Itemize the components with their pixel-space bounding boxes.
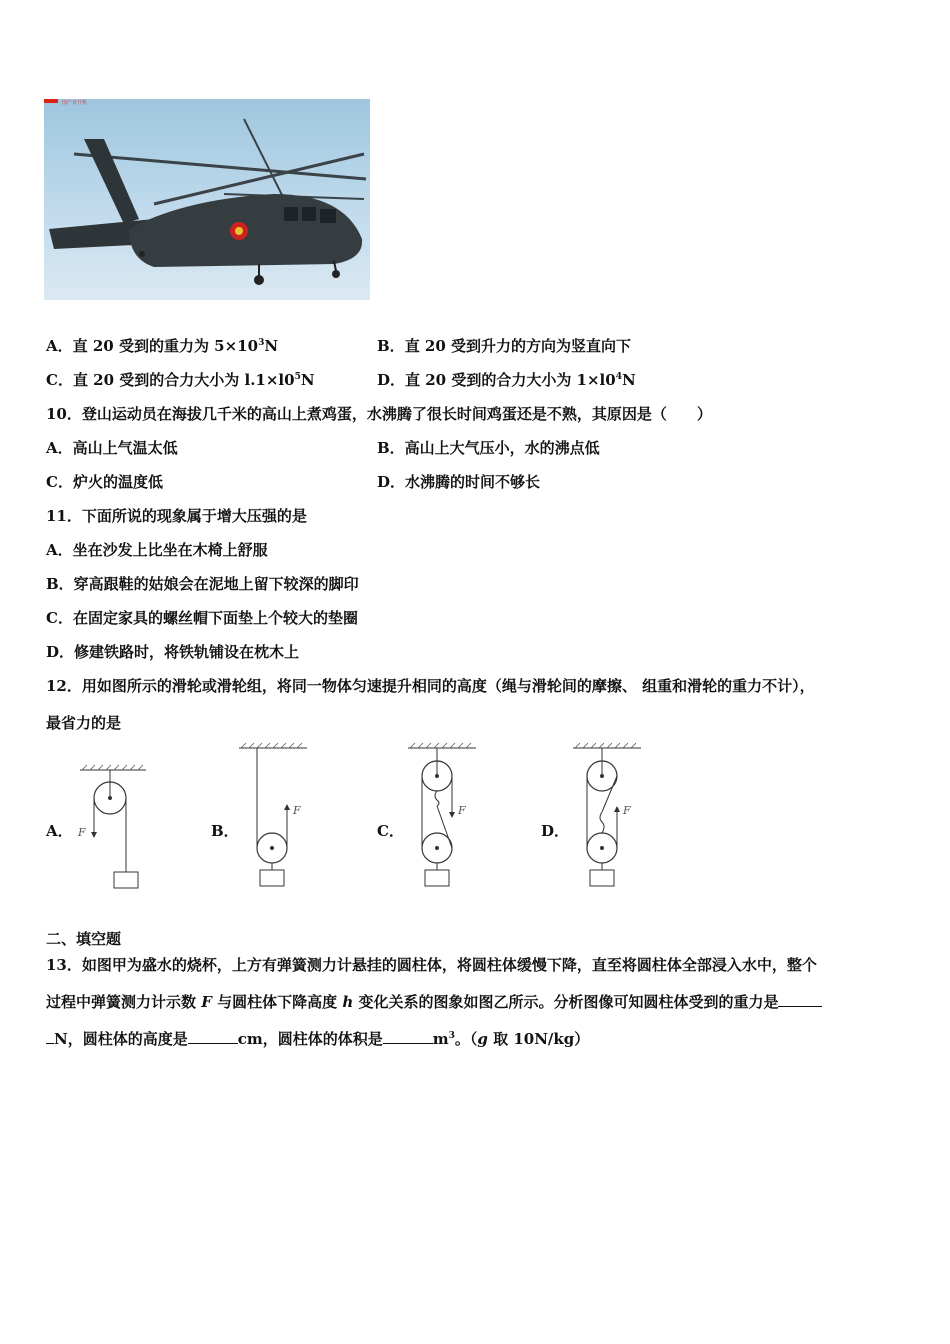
q12-label-a: A． [46,822,73,840]
q13-line1: 13．如图甲为盛水的烧杯，上方有弹簧测力计悬挂的圆柱体，将圆柱体缓慢下降，直至将圆柱体全部浸入水中，整个 [46,956,817,974]
blank-weight-part1[interactable] [778,992,822,1007]
q11-option-a: A．坐在沙发上比坐在木椅上舒服 [46,541,268,559]
q12-stem-line1: 12．用如图所示的滑轮或滑轮组，将同一物体匀速提升相同的高度（绳与滑轮间的摩擦、 组重和滑轮的重力不计）， [46,677,815,695]
blank-height[interactable] [188,1029,238,1044]
q12-label-c: C． [377,822,404,840]
pulley-diagram-a [70,740,160,890]
section-title: 二、填空题 [46,930,122,948]
blank-volume[interactable] [383,1029,433,1044]
q10-stem: 10．登山运动员在海拔几千米的高山上煮鸡蛋，水沸腾了很长时间鸡蛋还是不熟，其原因是（ ） [46,405,712,423]
q13-line2: 过程中弹簧测力计示数 F 与圆柱体下降高度 h 变化关系的图象如图乙所示。分析图像可知圆柱体受到的重力是 [46,992,822,1012]
force-label-d: F [623,804,631,817]
pulley-diagram-c [400,740,490,890]
q10-option-c: C．炉火的温度低 [46,473,163,491]
q10-option-b: B．高山上大气压小，水的沸点低 [377,439,600,457]
q12-label-d: D． [541,822,570,840]
pulley-diagram-b [235,740,325,890]
q9-option-c: C．直 20 受到的合力大小为 $l.1\times l0^5N$ [46,371,315,389]
pulley-diagram-d [565,740,655,890]
q11-stem: 11．下面所说的现象属于增大压强的是 [46,507,307,525]
q9-option-d: D．直 20 受到的合力大小为 $1\times l0^4N$ [377,371,636,389]
force-label-a: F [78,826,86,839]
corner-tag-text: 国产直升机 [62,100,88,106]
q12-label-b: B． [211,822,239,840]
q9-option-b: B．直 20 受到升力的方向为竖直向下 [377,337,632,355]
blank-weight-part2[interactable] [46,1029,54,1044]
helicopter-photo [44,99,370,300]
corner-tag-mark [44,99,58,103]
q13-line3: N，圆柱体的高度是 cm，圆柱体的体积是 $m^3$。（g 取 10N/kg） [46,1029,589,1049]
force-label-b: F [293,804,301,817]
q11-option-b: B．穿高跟鞋的姑娘会在泥地上留下较深的脚印 [46,575,359,593]
q10-option-a: A．高山上气温太低 [46,439,178,457]
q11-option-d: D．修建铁路时，将铁轨铺设在枕木上 [46,643,300,661]
q10-option-d: D．水沸腾的时间不够长 [377,473,541,491]
q9-option-a: A．直 20 受到的重力为 $5\times 10^3N$ [46,337,279,355]
q12-stem-line2: 最省力的是 [46,714,122,732]
q11-option-c: C．在固定家具的螺丝帽下面垫上个较大的垫圈 [46,609,358,627]
force-label-c: F [458,804,466,817]
